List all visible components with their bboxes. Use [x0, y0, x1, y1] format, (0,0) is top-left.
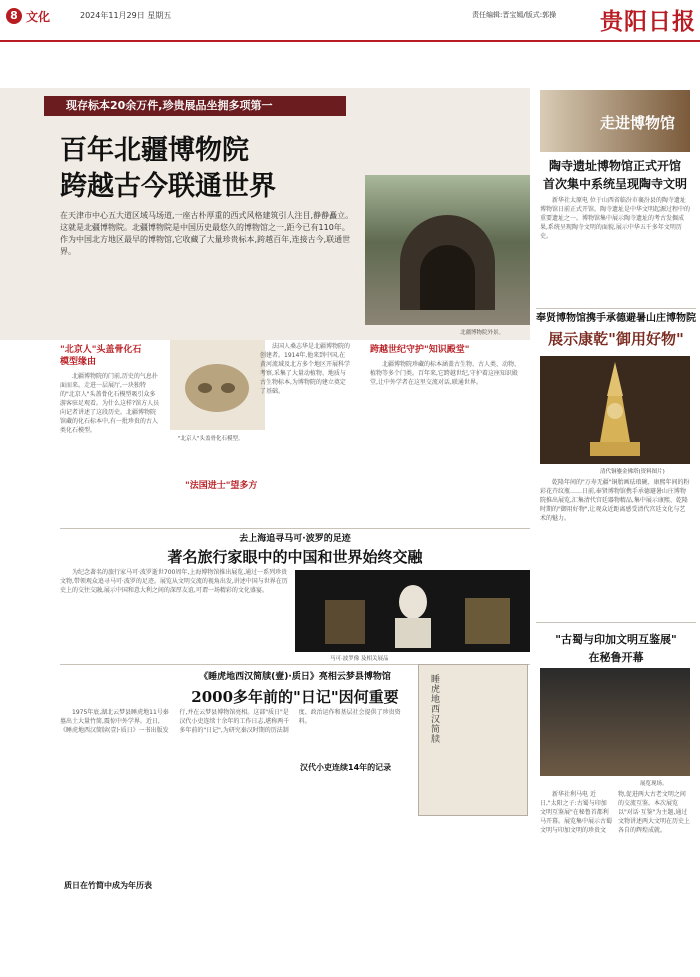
building-door-shape [420, 245, 475, 310]
polo-kicker: 去上海追寻马可·波罗的足迹 [239, 534, 351, 544]
museum-column-banner [540, 90, 690, 152]
statue-bust-icon [295, 570, 530, 652]
peru-photo-caption: 展览现场。 [640, 781, 668, 787]
han-subhead-1: 质日在竹简中成为年历表 [64, 881, 152, 890]
museum-column-banner-text: 走进博物馆 [600, 114, 676, 132]
han-kicker: 《睡虎地西汉简牍(壹)·质日》亮相云梦县博物馆 [199, 672, 391, 682]
divider [536, 308, 696, 309]
han-title: 2000多年前的"日记"因何重要 [191, 688, 399, 706]
newspaper-logo: 贵阳日报 [600, 8, 696, 35]
polo-title: 著名旅行家眼中的中国和世界始终交融 [167, 548, 423, 566]
polo-photo [295, 570, 530, 652]
polo-body: 为纪念著名的旅行家马可·波罗逝世700周年,上海博物馆推出展览,通过一系列珍贵文物,带领观众追寻马可·波罗的足迹。展览从文明交流的视角出发,讲述中国与世界在历史上的交往交融,展示中国和意大利之间的深厚友谊,可谓一场精彩的文化盛宴。 [60, 569, 288, 594]
peru-title-line1: "古蜀与印加文明互鉴展" [555, 633, 677, 646]
section-name: 文化 [26, 10, 51, 24]
skull-fossil-icon [170, 340, 265, 430]
pagoda-photo [540, 356, 690, 464]
han-book-cover [418, 664, 528, 816]
han-subhead-2: 汉代小吏连续14年的记录 [300, 763, 392, 772]
museum-building-photo [365, 175, 530, 325]
taosi-body: 新华社太原电 位于山西省临汾市襄汾县的陶寺遗址博物馆日前正式开馆。陶寺遗址是中华文明起源过程中的重要遗址之一。博物馆集中展示陶寺遗址的考古发掘成果,系统呈现陶寺文明的面貌,展示中华五千多年文明历史。 [540, 197, 690, 240]
han-body: 1975年底,湖北云梦县睡虎地11号秦墓出土大量竹简,震惊中外学界。近日,《睡虎地西汉简牍(壹)·质日》一书出版发行,并在云梦县博物馆亮相。这部"质日"是汉代小吏连续十余年的工作日志,堪称两千多年前的"日记",为研究秦汉时期的历法制度、政治运作和基层社会提供了珍贵资料。 [60, 709, 401, 734]
page-header [0, 0, 700, 42]
lead-subhead-1: "北京人"头盖骨化石模型缘由 [60, 345, 142, 367]
lead-story-title-line2: 跨越古今联通世界 [60, 171, 276, 202]
divider [60, 528, 530, 529]
lead-column-2: 法国人桑志华是北疆博物院的创建者。1914年,他来到中国,在黄河流域及北方多个地区开展科学考察,采集了大量动植物、地质与古生物标本,为博物院的建立奠定了基础。 [260, 343, 350, 395]
divider [536, 622, 696, 623]
page-number: 8 [6, 8, 22, 24]
taosi-title-line2: 首次集中系统呈现陶寺文明 [542, 177, 687, 191]
qianlong-body: 乾隆年间的"万寿无疆"铜胎画珐琅碗、康熙年间的粉彩花卉纹瓶……日前,奉贤博物馆携手承德避暑山庄博物院推出展览,汇集清代宫廷器物精品,集中展示康熙、乾隆时期的"御用好物",让观众近距离感受清代宫廷文化与艺术的魅力。 [540, 479, 690, 522]
date-line: 2024年11月29日 星期五 [80, 11, 172, 20]
skull-fossil-figure [170, 340, 265, 430]
editors-credit: 责任编辑:晋宝嫣/版式:郭操 [472, 11, 557, 19]
peru-body: 新华社利马电 近日,"太阳之子:古蜀与印加文明互鉴展"在秘鲁首都利马开幕。展览集中展示古蜀文明与印加文明的珍贵文物,促进两大古老文明之间的交流互鉴。本次展览以"对话·互鉴"为主题,通过文物讲述两大文明在历史上各自的辉煌成就。 [540, 791, 690, 834]
polo-photo-caption: 马可·波罗像 及相关展品 [330, 656, 389, 662]
lead-subhead-3: 跨越世纪守护"知识殿堂" [370, 345, 470, 355]
peru-title-line2: 在秘鲁开幕 [588, 651, 644, 664]
qianlong-title-line2: 展示康乾"御用好物" [548, 330, 684, 348]
skull-figure-caption: "北京人"头盖骨化石模型。 [178, 436, 244, 442]
lead-column-1: 北疆博物院的门前,历史的气息扑面而来。走进一层展厅,一块独特的"北京人"头盖骨化石模型吸引众多游客驻足观看。为什么这样?馆方人员向记者讲述了这段历史。北疆博物院馆藏的化石标本中,有一批珍贵的古人类化石模型。 [60, 373, 160, 434]
lead-story-banner: 现存标本20余万件,珍贵展品坐拥多项第一 [44, 96, 346, 116]
lead-story-title-line1: 百年北疆博物院 [60, 135, 249, 166]
lead-photo-caption: 北疆博物院外景。 [460, 330, 505, 336]
pagoda-artifact-icon [540, 356, 690, 464]
qianlong-title-line1: 奉贤博物馆携手承德避暑山庄博物院 [536, 313, 696, 324]
han-book-title: 睡虎地西汉简牍 [431, 675, 441, 745]
lead-subhead-2: "法国进士"望多方 [185, 481, 258, 491]
peru-exhibition-photo [540, 668, 690, 776]
lead-column-3: 北疆博物院珍藏的标本涵盖古生物、古人类、动物、植物等多个门类。百年来,它跨越世纪,守护着这座知识殿堂,让中外学者在这里交流对话,联通世界。 [370, 361, 521, 386]
taosi-title-line1: 陶寺遗址博物馆正式开馆 [548, 159, 681, 173]
lead-paragraph: 在天津市中心五大道区域马场道,一座古朴厚重的西式风格建筑引人注目,静静矗立。这就是北疆博物院。北疆博物院是中国历史最悠久的博物馆之一,距今已有110年。作为中国北方地区最早的博物馆,它收藏了大量珍贵标本,跨越百年,连接古今,联通世界。 [60, 211, 354, 256]
qianlong-photo-caption: 清代铜鎏金佛塔(资料图片) [600, 469, 665, 475]
